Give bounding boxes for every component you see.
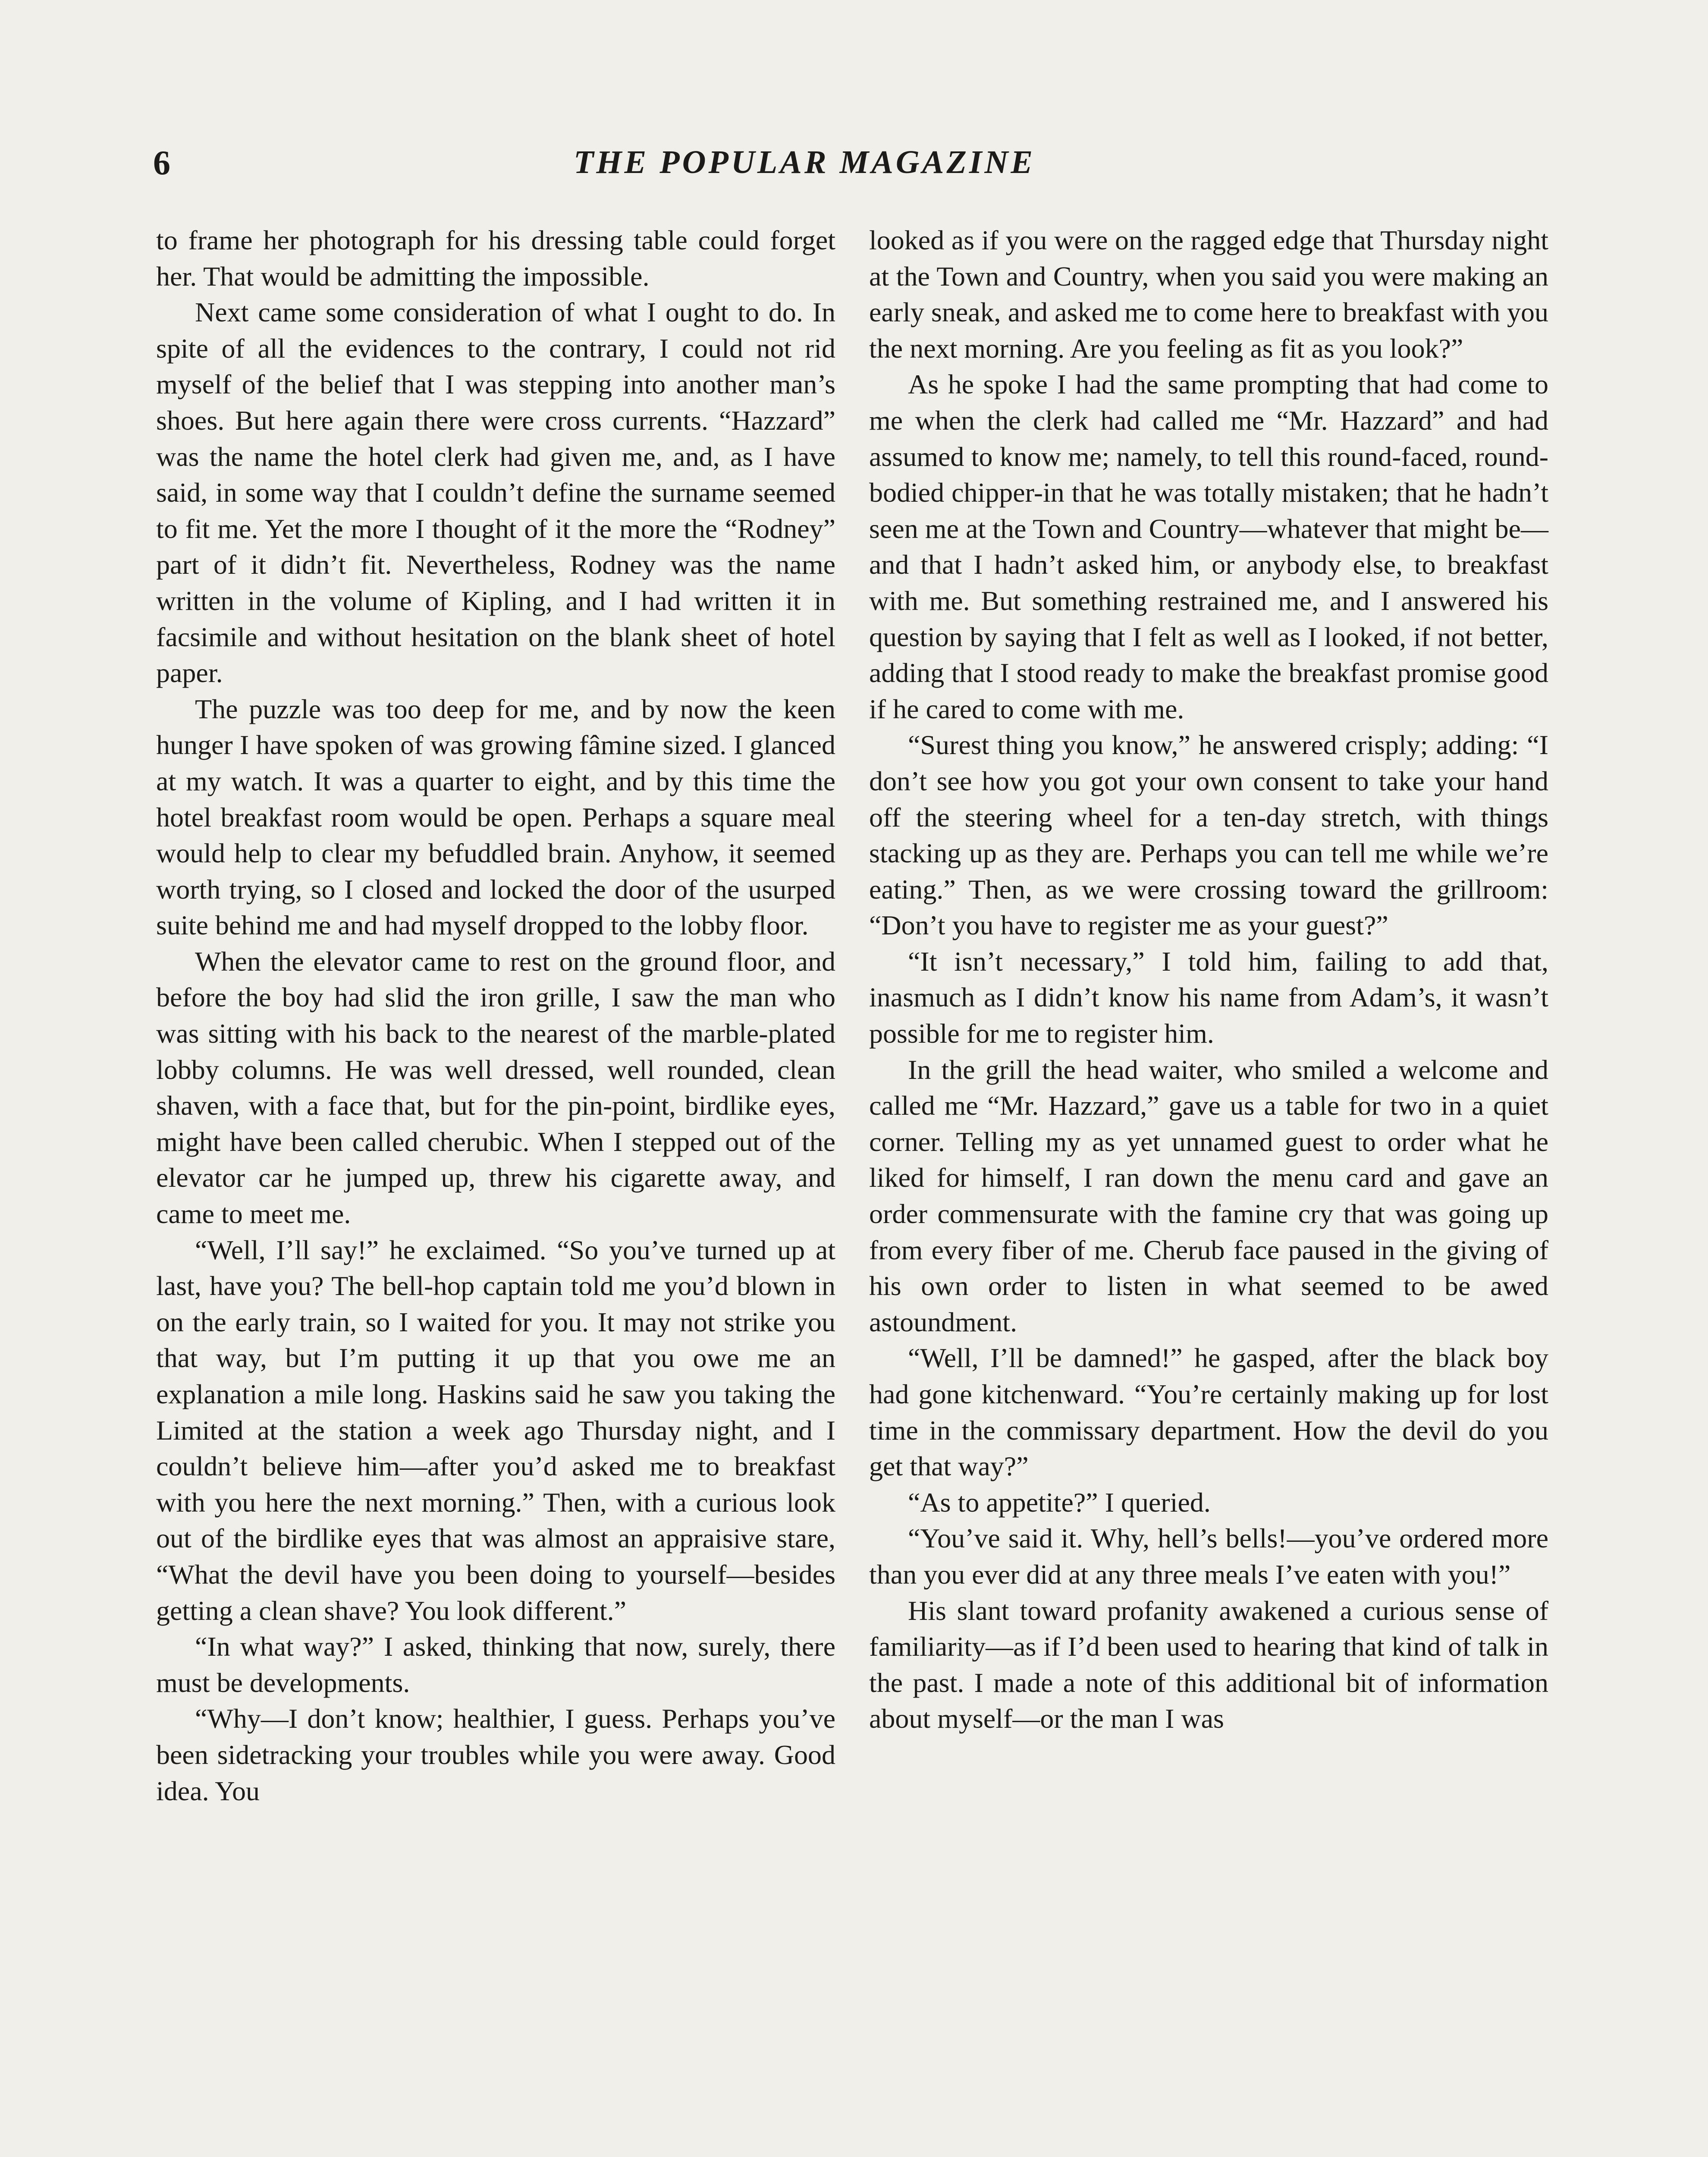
paragraph: “You’ve said it. Why, hell’s bells!—you’ve ordered more than you ever did at any three meals I’ve eaten with you!” [869,1523,1548,1590]
paragraph: “Why—I don’t know; healthier, I guess. Perhaps you’ve been sidetracking your troubles while you were away. Good idea. You [156,1703,835,1806]
paragraph: “In what way?” I asked, thinking that now, surely, there must be developments. [156,1631,835,1698]
paragraph: “It isn’t necessary,” I told him, failing to add that, inasmuch as I didn’t know his name from Adam’s, it wasn’t possible for me to register him. [869,946,1548,1049]
paragraph: Next came some consideration of what I ought to do. In spite of all the evidences to the contrary, I could not rid myself of the belief that I was stepping into another man’s shoes. But here again there were cross currents. “Hazzard” was the name the hotel clerk had given me, and, as I have said, in some way that I couldn’t define the surname seemed to fit me. Yet the more I thought of it the more the “Rodney” part of it didn’t fit. Nevertheless, Rodney was the name written in the volume of Kipling, and I had written it in facsimile and without hesitation on the blank sheet of hotel paper. [156,297,835,689]
paragraph: “As to appetite?” I queried. [908,1487,1211,1518]
page-number: 6 [153,144,170,182]
left-column [156,222,835,1809]
paragraph: looked as if you were on the ragged edge that Thursday night at the Town and Country, when you said you were making an early sneak, and asked me to come here to breakfast with you the next morning. Are you feeling as fit as you look?” [869,225,1548,364]
running-head: THE POPULAR MAGAZINE [574,144,1036,180]
paragraph: The puzzle was too deep for me, and by now the keen hunger I have spoken of was growing fâmine sized. I glanced at my watch. It was a quarter to eight, and by this time the hotel breakfast room would be open. Perhaps a square meal would help to clear my befuddled brain. Anyhow, it seemed worth trying, so I closed and locked the door of the usurped suite behind me and had myself dropped to the lobby floor. [156,693,835,941]
paragraph: His slant toward profanity awakened a curious sense of familiarity—as if I’d been used to hearing that kind of talk in the past. I made a note of this additional bit of information about myself—or the man I was [869,1595,1548,1734]
paragraph: “Surest thing you know,” he answered crisply; adding: “I don’t see how you got your own consent to take your hand off the steering wheel for a ten-day stretch, with things stacking up as they are. Perhaps you can tell me while we’re eating.” Then, as we were crossing toward the grillroom: “Don’t you have to register me as your guest?” [869,729,1548,941]
paragraph: In the grill the head waiter, who smiled a welcome and called me “Mr. Hazzard,” gave us a table for two in a quiet corner. Telling my as yet unnamed guest to order what he liked for himself, I ran down the menu card and gave an order commensurate with the famine cry that was going up from every fiber of me. Cherub face paused in the giving of his own order to listen in what seemed to be awed astoundment. [869,1054,1548,1337]
right-column [869,222,1548,1737]
paragraph: “Well, I’ll say!” he exclaimed. “So you’ve turned up at last, have you? The bell-hop captain told me you’d blown in on the early train, so I waited for you. It may not strike you that way, but I’m putting it up that you owe me an explanation a mile long. Haskins said he saw you taking the Limited at the station a week ago Thursday night, and I couldn’t believe him—after you’d asked me to breakfast with you here the next morning.” Then, with a curious look out of the birdlike eyes that was almost an appraisive stare, “What the devil have you been doing to yourself—besides getting a clean shave? You look different.” [156,1234,835,1626]
paragraph: As he spoke I had the same prompting that had come to me when the clerk had called me “Mr. Hazzard” and had assumed to know me; namely, to tell this round-faced, round-bodied chipper-in that he was totally mistaken; that he hadn’t seen me at the Town and Country—whatever that might be—and that I hadn’t asked him, or anybody else, to breakfast with me. But something restrained me, and I answered his question by saying that I felt as well as I looked, if not better, adding that I stood ready to make the breakfast promise good if he cared to come with me. [869,369,1548,724]
paragraph: When the elevator came to rest on the ground floor, and before the boy had slid the iron grille, I saw the man who was sitting with his back to the nearest of the marble-plated lobby columns. He was well dressed, well rounded, clean shaven, with a face that, but for the pin-point, birdlike eyes, might have been called cherubic. When I stepped out of the elevator car he jumped up, threw his cigarette away, and came to meet me. [156,946,835,1229]
paragraph: “Well, I’ll be damned!” he gasped, after the black boy had gone kitchenward. “You’re certainly making up for lost time in the commissary department. How the devil do you get that way?” [869,1343,1548,1482]
paragraph: to frame her photograph for his dressing table could forget her. That would be admitting the impossible. [156,225,835,292]
